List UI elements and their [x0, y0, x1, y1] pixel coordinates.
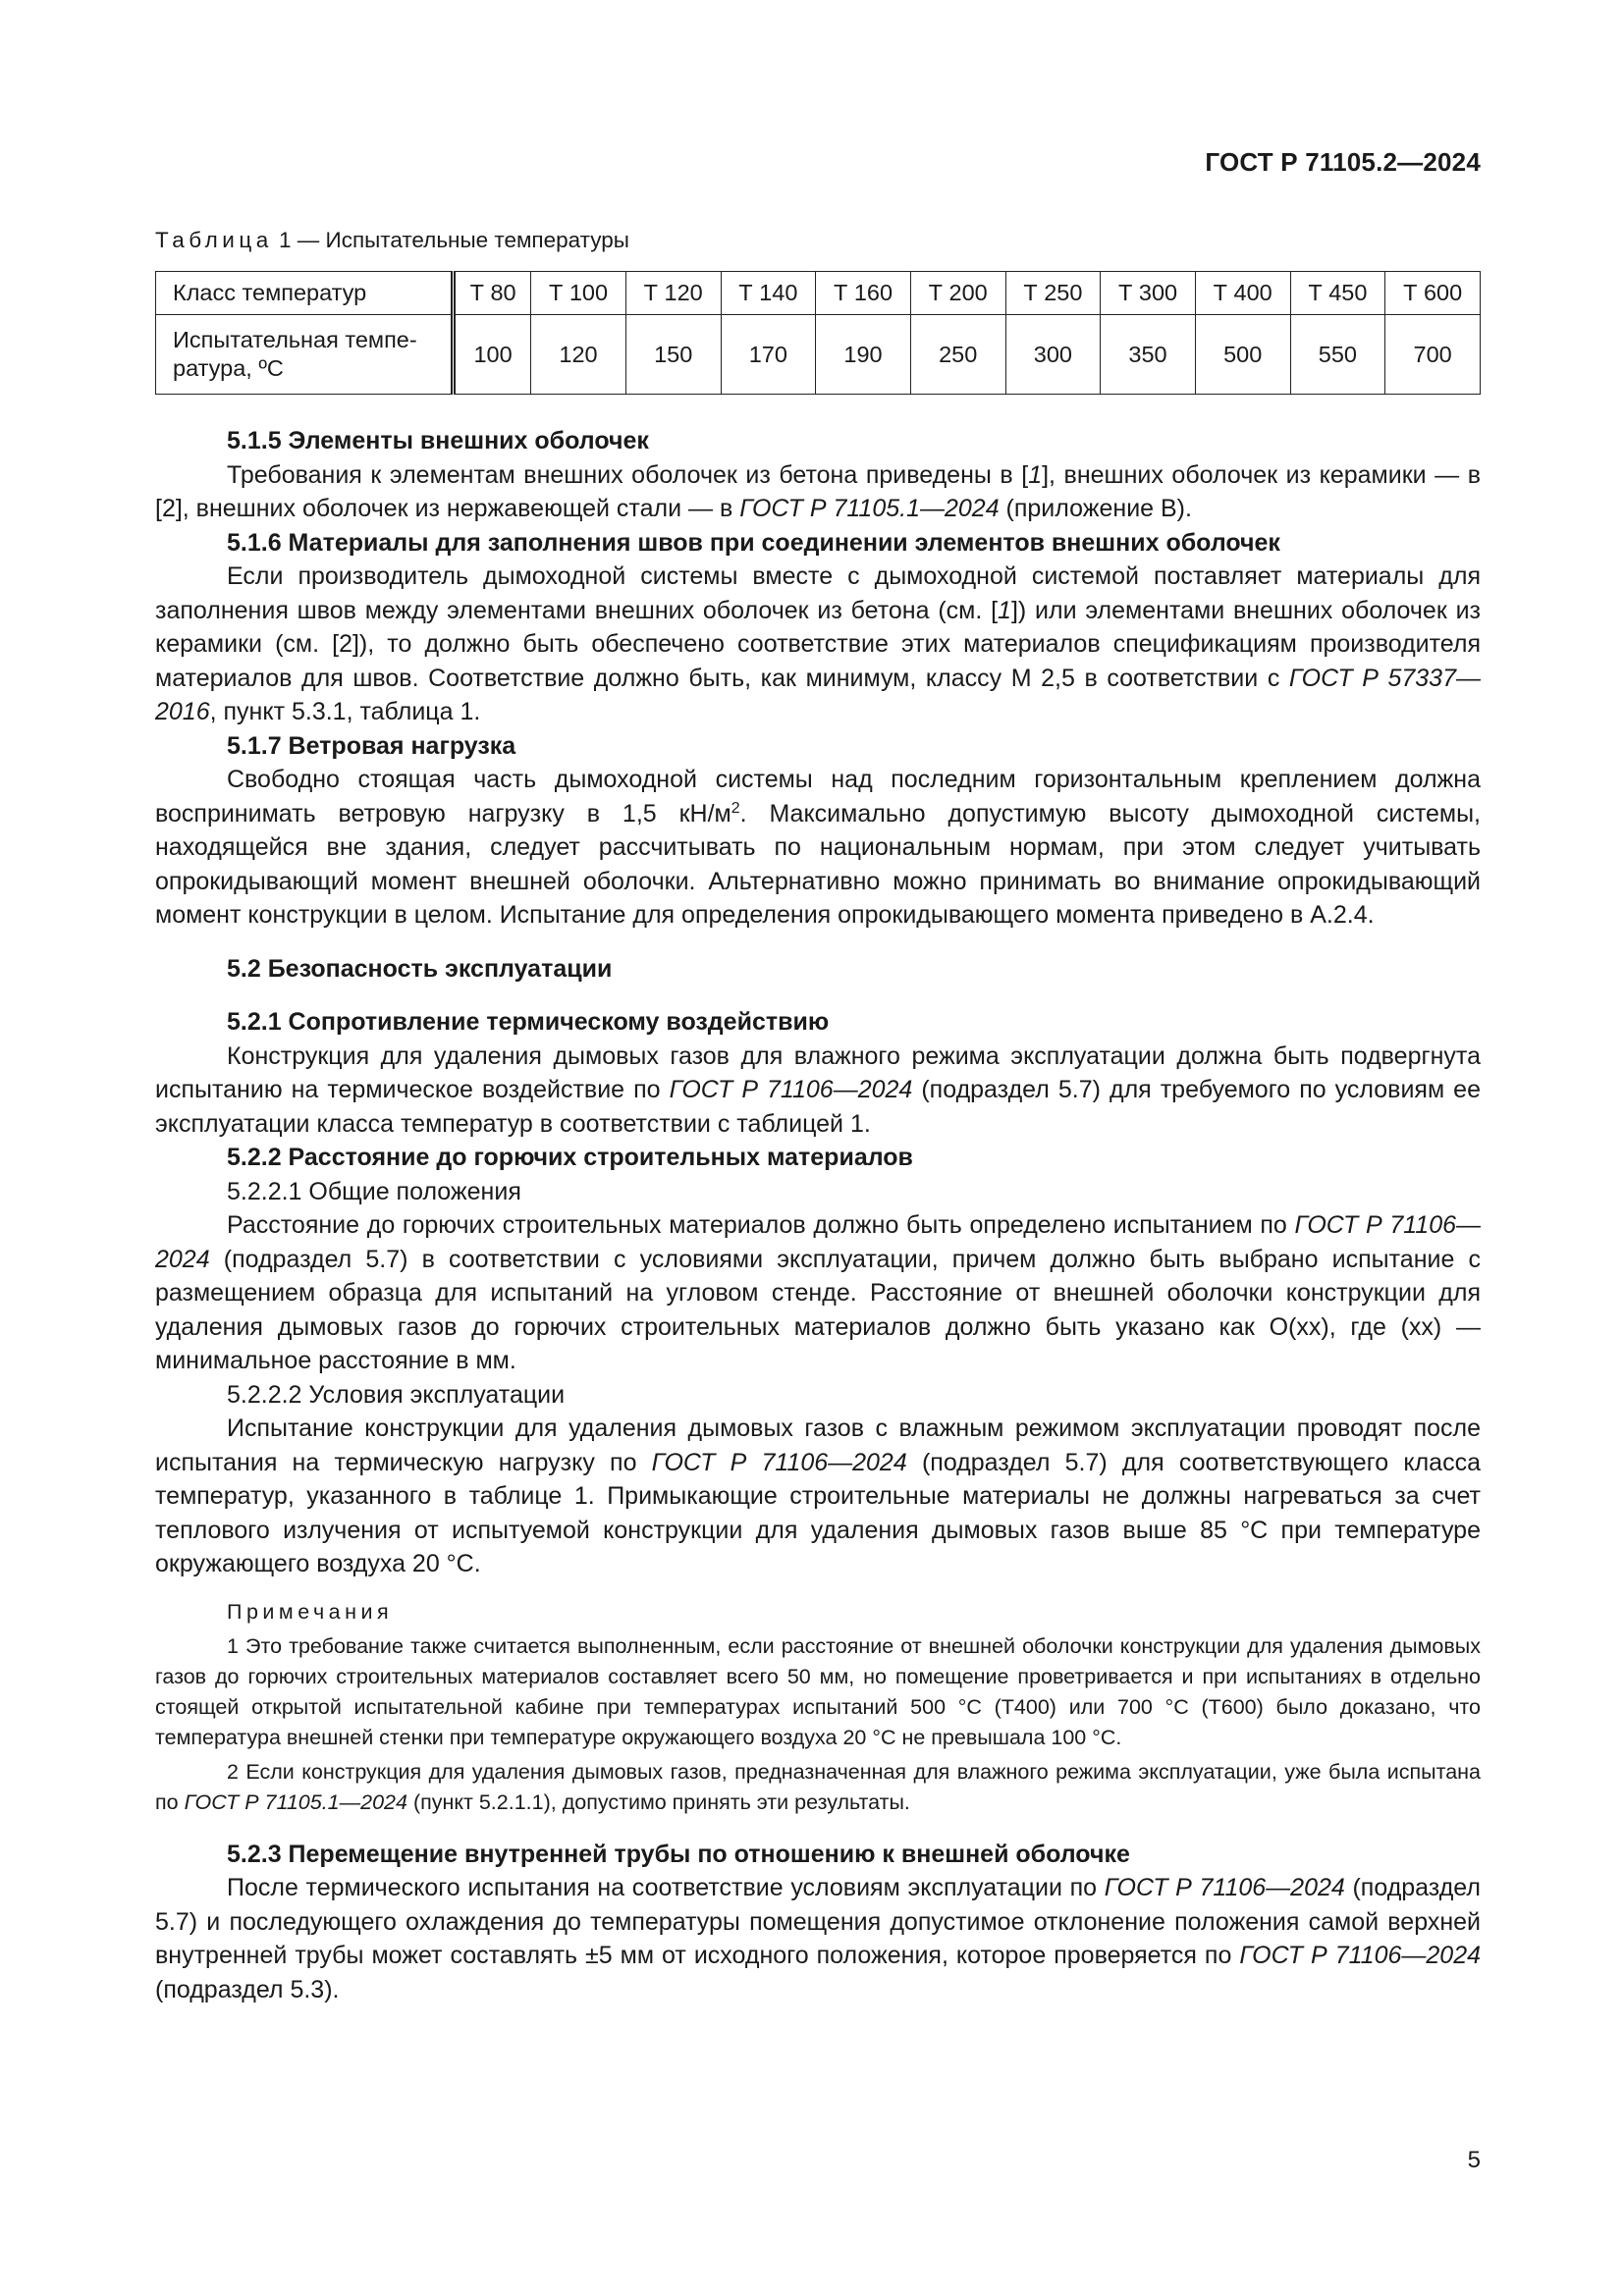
section-heading: 5.2.3 Перемещение внутренней трубы по отношению к внешней оболочке	[227, 1840, 1130, 1868]
note-2	[155, 1757, 1481, 1818]
section-heading: 5.2 Безопасность эксплуатации	[227, 954, 613, 983]
text-run: (пункт 5.2.1.1), допустимо принять эти результаты.	[406, 1789, 910, 1814]
table-cell: 700	[1385, 315, 1481, 395]
document-code: ГОСТ Р 71105.2—2024	[1205, 147, 1481, 177]
text-run: , пункт 5.3.1, таблица 1.	[209, 698, 481, 725]
table-cell: Т 140	[721, 272, 816, 315]
table-caption-label: Таблица	[155, 228, 273, 252]
paragraph	[155, 458, 1481, 526]
text-run: Свободно стоящая часть дымоходной системы над последним горизонтальным креплением должна воспринимать ветровую нагрузку в 1,5 кН/м	[155, 766, 1481, 828]
text-run: Испытание конструкции для удаления дымовых газов с влажным режимом эксплуатации проводят после испытания на термическую нагрузку по	[155, 1415, 1481, 1476]
text-run: (подраздел 5.7) для требуемого по условиям ее эксплуатации класса температур в соответствии с таблицей 1.	[155, 1076, 1481, 1138]
paragraph	[155, 1871, 1481, 2006]
paragraph	[155, 763, 1481, 933]
table-cell: 250	[910, 315, 1005, 395]
subsection-title: 5.2.2.2 Условия эксплуатации	[227, 1380, 566, 1409]
table-cell: 170	[721, 315, 816, 395]
standard-reference: ГОСТ Р 71106—2024	[155, 1211, 1481, 1273]
table-cell: Т 100	[531, 272, 626, 315]
text-run: Если производитель дымоходной системы вместе с дымоходной системой поставляет материалы для заполнения швов между элементами внешних оболочек из бетона (см. [	[155, 562, 1481, 624]
text-run: ], внешних оболочек из керамики — в [2], внешних оболочек из нержавеющей стали — в	[155, 460, 1481, 522]
section-heading: 5.1.7 Ветровая нагрузка	[227, 731, 516, 760]
table-caption	[155, 228, 629, 253]
table-cell: Т 300	[1101, 272, 1196, 315]
table-row-label	[156, 315, 454, 395]
table-cell: Т 450	[1290, 272, 1385, 315]
table-row-label: Класс температур	[156, 272, 454, 315]
table-row-label-line: ратура, ºС	[173, 355, 284, 381]
standard-reference: ГОСТ Р 71106—2024	[669, 1076, 913, 1103]
table-cell: 500	[1195, 315, 1290, 395]
table-cell: 100	[454, 315, 531, 395]
text-run: (подраздел 5.3).	[155, 1975, 340, 2003]
table-cell: Т 250	[1005, 272, 1101, 315]
notes-title: Примечания	[227, 1599, 394, 1624]
table-cell: Т 400	[1195, 272, 1290, 315]
table-cell: Т 200	[910, 272, 1005, 315]
table-caption-text: 1 — Испытательные температуры	[279, 228, 629, 252]
table-row	[156, 272, 1481, 315]
table-cell: 550	[1290, 315, 1385, 395]
text-run: Расстояние до горючих строительных материалов должно быть определено испытанием по	[227, 1211, 1295, 1239]
paragraph	[155, 1040, 1481, 1142]
table-cell: Т 160	[816, 272, 911, 315]
text-run: (приложение В).	[999, 495, 1192, 522]
table-cell: Т 80	[454, 272, 531, 315]
standard-reference: ГОСТ Р 57337—2016	[155, 664, 1481, 725]
text-run: Требования к элементам внешних оболочек из бетона приведены в [	[227, 460, 1029, 489]
section-heading: 5.1.6 Материалы для заполнения швов при соединении элементов внешних оболочек	[227, 528, 1280, 557]
text-run-italic: 1	[1028, 460, 1043, 489]
section-heading: 5.1.5 Элементы внешних оболочек	[227, 427, 649, 454]
note-1: 1 Это требование также считается выполненным, если расстояние от внешней оболочки конструкции для удаления дымовых газов до горючих строительных материалов составляет всего 50 мм, но помещение проветривается и при испытаниях в отдельно стоящей открытой испытательной кабине при температурах испытаний 500 °С (Т400) или 700 °С (Т600) было доказано, что температура внешней стенки при температуре окружающего воздуха 20 °С не превышала 100 °С.	[155, 1633, 1481, 1749]
text-run: (подраздел 5.7) в соответствии с условиями эксплуатации, причем должно быть выбрано испытание с размещением образца для испытаний на угловом стенде. Расстояние от внешней оболочки конструкции для удаления дымовых газов до горючих строительных материалов должно быть указано как О(хх), где (хх) — минимальное расстояние в мм.	[155, 1245, 1481, 1374]
text-run: (подраздел 5.7) для соответствующего класса температур, указанного в таблице 1. Примыкающие строительные материалы не должны нагреваться за счет теплового излучения от испытуемой конструкции для удаления дымовых газов выше 85 °С при температуре окружающего воздуха 20 °С.	[155, 1448, 1481, 1577]
table-cell: Т 120	[625, 272, 721, 315]
text-run: Конструкция для удаления дымовых газов для влажного режима эксплуатации должна быть подвергнута испытанию на термическое воздействие по	[155, 1041, 1481, 1103]
table-cell: 350	[1101, 315, 1196, 395]
section-heading: 5.2.2 Расстояние до горючих строительных материалов	[227, 1144, 913, 1171]
table-cell: 190	[816, 315, 911, 395]
text-run: После термического испытания на соответствие условиям эксплуатации по	[227, 1874, 1105, 1901]
document-page	[155, 0, 1481, 2296]
superscript: 2	[731, 799, 740, 817]
table-row-label-line: Испытательная темпе-	[173, 327, 417, 352]
text-run: . Максимально допустимую высоту дымоходной системы, находящейся вне здания, следует рассчитывать по национальным нормам, при этом следует учитывать опрокидывающий момент внешней оболочки. Альтернативно можно принимать во внимание опрокидывающий момент конструкции в целом. Испытание для определения опрокидывающего момента приведено в А.2.4.	[155, 799, 1481, 929]
paragraph	[155, 560, 1481, 729]
text-run-italic: 1	[998, 596, 1011, 624]
temperature-table	[155, 271, 1481, 395]
text-run: (подраздел 5.7) и последующего охлаждения до температуры помещения допустимое отклонение положения самой верхней внутренней трубы может составлять ±5 мм от исходного положения, которое проверяется по	[155, 1874, 1481, 1969]
standard-reference: ГОСТ Р 71106—2024	[1104, 1874, 1345, 1901]
document-body	[155, 424, 1481, 2006]
table-cell: 120	[531, 315, 626, 395]
page-number: 5	[1467, 2147, 1481, 2173]
standard-reference: ГОСТ Р 71106—2024	[651, 1448, 907, 1476]
text-run: 2 Если конструкция для удаления дымовых газов, предназначенная для влажного режима эксплуатации, уже была испытана по	[155, 1759, 1481, 1814]
table-cell: Т 600	[1385, 272, 1481, 315]
subsection-title: 5.2.2.1 Общие положения	[227, 1177, 521, 1205]
section-heading: 5.2.1 Сопротивление термическому воздействию	[227, 1008, 830, 1036]
text-run: ]) или элементами внешних оболочек из керамики (см. [2]), то должно быть обеспечено соответствие этих материалов спецификациям производителя материалов для швов. Соответствие должно быть, как минимум, классу М 2,5 в соответствии с	[155, 596, 1481, 692]
standard-reference: ГОСТ Р 71105.1—2024	[184, 1789, 407, 1814]
standard-reference: ГОСТ Р 71106—2024	[1239, 1942, 1482, 1969]
table-cell: 300	[1005, 315, 1101, 395]
standard-reference: ГОСТ Р 71105.1—2024	[739, 495, 1000, 522]
paragraph	[155, 1412, 1481, 1581]
paragraph	[155, 1208, 1481, 1378]
table-cell: 150	[625, 315, 721, 395]
table-row	[156, 315, 1481, 395]
